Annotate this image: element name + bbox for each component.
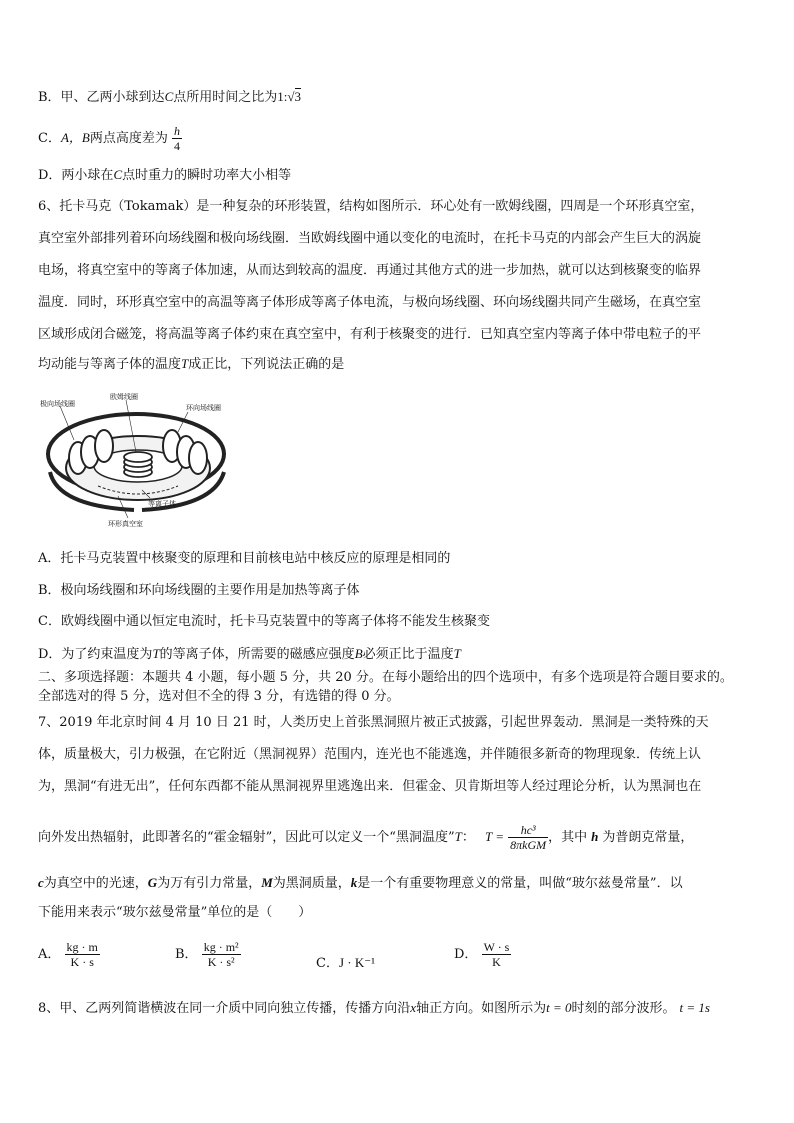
q8-line-1: 8、甲、乙两列简谐横波在同一介质中同向独立传播，传播方向沿x轴正方向。如图所示为t = 0时刻的部分波形。 t = 1s xyxy=(38,1000,710,1016)
q6-line-1: 6、托卡马克（Tokamak）是一种复杂的环形装置，结构如图所示．环心处有一欧姆线圈，四周是一个环形真空室， xyxy=(38,199,704,214)
tokamak-figure xyxy=(38,388,238,530)
label-plasma: 等离子体 xyxy=(148,500,176,508)
q6-option-c: C．欧姆线圈中通以恒定电流时，托卡马克装置中的等离子体将不能发生核聚变 xyxy=(38,614,490,629)
q6-line-2: 真空室外部排列着环向场线圈和极向场线圈．当欧姆线圈中通以变化的电流时，在托卡马克的内部会产生巨大的涡旋 xyxy=(38,231,702,246)
q6-line-6: 均动能与等离子体的温度T成正比，下列说法正确的是 xyxy=(38,356,345,372)
sqrt-symbol: √ xyxy=(287,89,295,104)
q6-line-5: 区域形成闭合磁笼，将高温等离子体约束在真空室中，有利于核聚变的进行．已知真空室内等离子体中带电粒子的平 xyxy=(38,327,702,342)
q7-option-c: C．J · K⁻¹ xyxy=(316,955,375,971)
q6-option-d: D．为了约束温度为T的等离子体，所需要的磁感应强度B必须正比于温度T xyxy=(38,646,461,662)
label-toroidal-coil: 环向场线圈 xyxy=(186,404,221,412)
q7-line-3: 为，黑洞“有进无出”，任何东西都不能从黑洞视界里逃逸出来．但霍金、贝肯斯坦等人经过理论分析，认为黑洞也在 xyxy=(38,779,702,794)
q7-line-4: 向外发出热辐射，此即著名的“霍金辐射”，因此可以定义一个“黑洞温度”T： T = $\frac{\text{hc³}}{\text{8πkGM}}$ ，其中 h 为普朗克常量， xyxy=(38,823,694,852)
hawking-temperature-formula: $\frac{\text{hc³}}{\text{8πkGM}}$ xyxy=(510,823,547,852)
tokamak-diagram xyxy=(38,388,238,530)
q5-option-c: C．A，B两点高度差为 $\frac{h}{4}$ xyxy=(38,124,180,153)
q7-line-1: 7、2019 年北京时间 4 月 10 日 21 时，人类历史上首张黑洞照片被正式披露，引起世界轰动．黑洞是一类特殊的天 xyxy=(38,715,709,730)
section2-line-1: 二、多项选择题：本题共 4 小题，每小题 5 分，共 20 分。在每小题给出的四个选项中，有多个选项是符合题目要求的。 xyxy=(38,670,733,685)
ohmic-coil xyxy=(124,452,152,477)
q7-line-5: c为真空中的光速，G为万有引力常量，M为黑洞质量，k是一个有重要物理意义的常量，叫做“玻尔兹曼常量”．以 xyxy=(38,875,683,891)
section2-line-2: 全部选对的得 5 分，选对但不全的得 3 分，有选错的得 0 分。 xyxy=(38,689,400,704)
q7-option-a: A． $\frac{kg \cdot m}{K \cdot s}$ xyxy=(38,940,98,969)
q6-line-4: 温度．同时，环形真空室中的高温等离子体形成等离子体电流，与极向场线圈、环向场线圈共同产生磁场，在真空室 xyxy=(38,295,702,310)
q6-option-b: B．极向场线圈和环向场线圈的主要作用是加热等离子体 xyxy=(38,583,360,598)
q7-option-b: B． $\frac{\text{kg · m²}}{\text{K · s²}}$ xyxy=(175,940,239,969)
label-poloidal-coil: 极向场线圈 xyxy=(40,400,75,408)
label-ohmic-coil: 欧姆线圈 xyxy=(110,393,138,401)
q7-line-6: 下能用来表示“玻尔兹曼常量”单位的是（ ） xyxy=(38,905,312,920)
fraction-h-over-4: $\frac{h}{4}$ xyxy=(174,124,180,153)
q7-line-2: 体，质量极大，引力极强，在它附近（黑洞视界）范围内，连光也不能逃逸，并伴随很多新奇的物理现象．传统上认 xyxy=(38,747,702,762)
label-vacuum-chamber: 环形真空室 xyxy=(108,520,143,528)
q6-option-a: A．托卡马克装置中核聚变的原理和目前核电站中核反应的原理是相同的 xyxy=(38,551,451,566)
q5-option-b: B．甲、乙两小球到达C点所用时间之比为1:√3 xyxy=(38,89,302,105)
q6-line-3: 电场，将真空室中的等离子体加速，从而达到较高的温度．再通过其他方式的进一步加热，就可以达到核聚变的临界 xyxy=(38,263,702,278)
q5-option-d: D．两小球在C点时重力的瞬时功率大小相等 xyxy=(38,167,292,183)
q7-option-d: D． $\frac{W \cdot s}{K}$ xyxy=(454,940,510,969)
